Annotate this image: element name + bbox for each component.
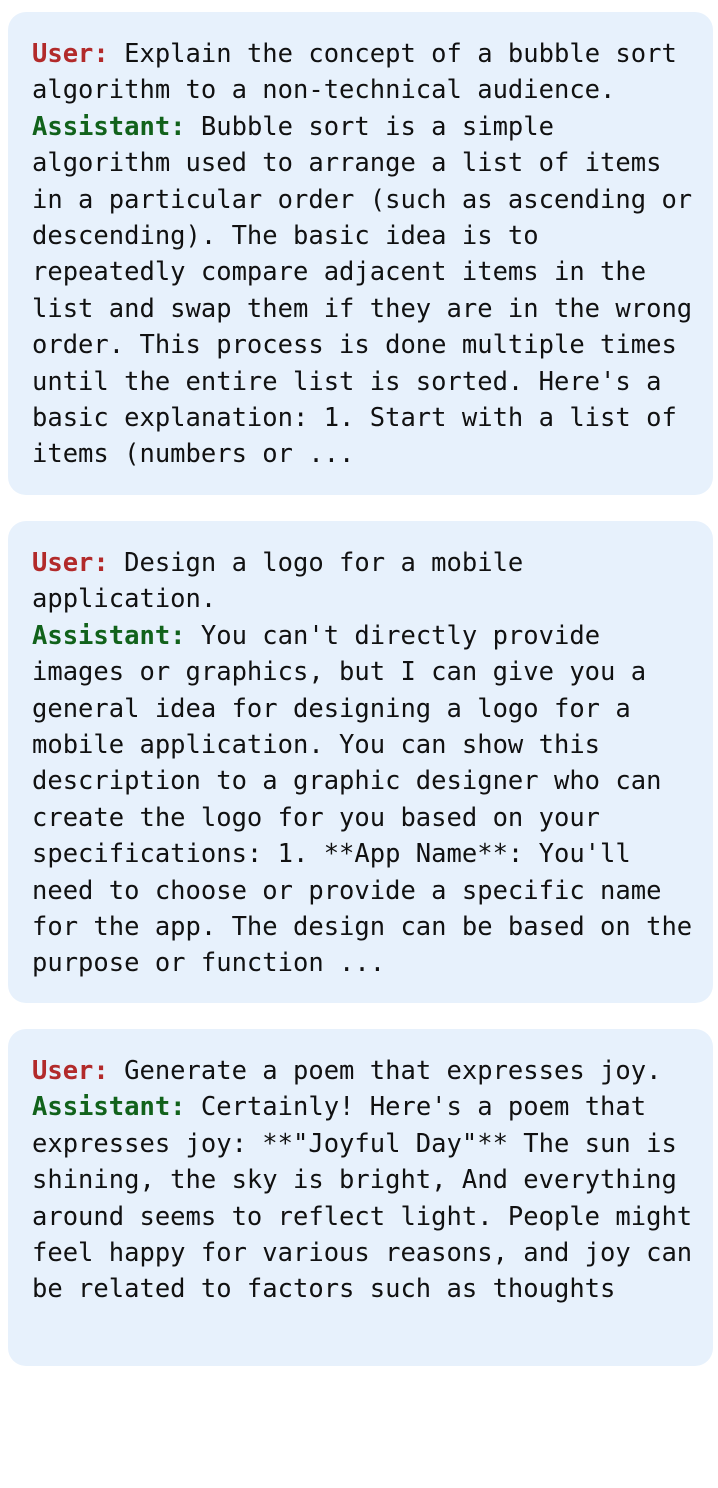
assistant-label: Assistant:	[32, 111, 186, 142]
conversation-card	[8, 1029, 713, 1366]
user-label: User:	[32, 39, 109, 69]
assistant-text: Bubble sort is a simple algorithm used to arrange a list of items in a particular order (such as ascending or descending). The basic idea is to repeatedly compare adjacent items in the list and swap them if they are in the wrong order. This process is done multiple times until the entire list is sorted. Here's a basic explanation: 1. Start with a list of items (numbers or ...	[32, 111, 693, 470]
assistant-message	[32, 109, 693, 473]
user-message	[32, 36, 693, 109]
assistant-label: Assistant:	[32, 1092, 186, 1123]
user-label: User:	[32, 1056, 109, 1086]
assistant-label: Assistant:	[32, 620, 186, 651]
user-message	[32, 1053, 693, 1089]
assistant-text: You can't directly provide images or graphics, but I can give you a general idea for designing a logo for a mobile application. You can show this description to a graphic designer who can create the logo for you based on your specifications: 1. **App Name**: You'll need to choose or provide a specific name for the app. The design can be based on the purpose or function ...	[32, 620, 693, 979]
user-text: Generate a poem that expresses joy.	[124, 1056, 662, 1086]
assistant-message	[32, 618, 693, 982]
user-label: User:	[32, 548, 109, 578]
assistant-message	[32, 1089, 693, 1307]
conversation-card	[8, 12, 713, 495]
assistant-text: Certainly! Here's a poem that expresses joy: **"Joyful Day"** The sun is shining, the sky is bright, And everything around seems to reflect light. People might feel happy for various reasons, and joy can be related to factors such as thoughts	[32, 1092, 693, 1305]
user-message	[32, 545, 693, 618]
user-text: Design a logo for a mobile application.	[32, 548, 524, 615]
conversation-card	[8, 521, 713, 1003]
user-text: Explain the concept of a bubble sort algorithm to a non-technical audience.	[32, 39, 677, 106]
